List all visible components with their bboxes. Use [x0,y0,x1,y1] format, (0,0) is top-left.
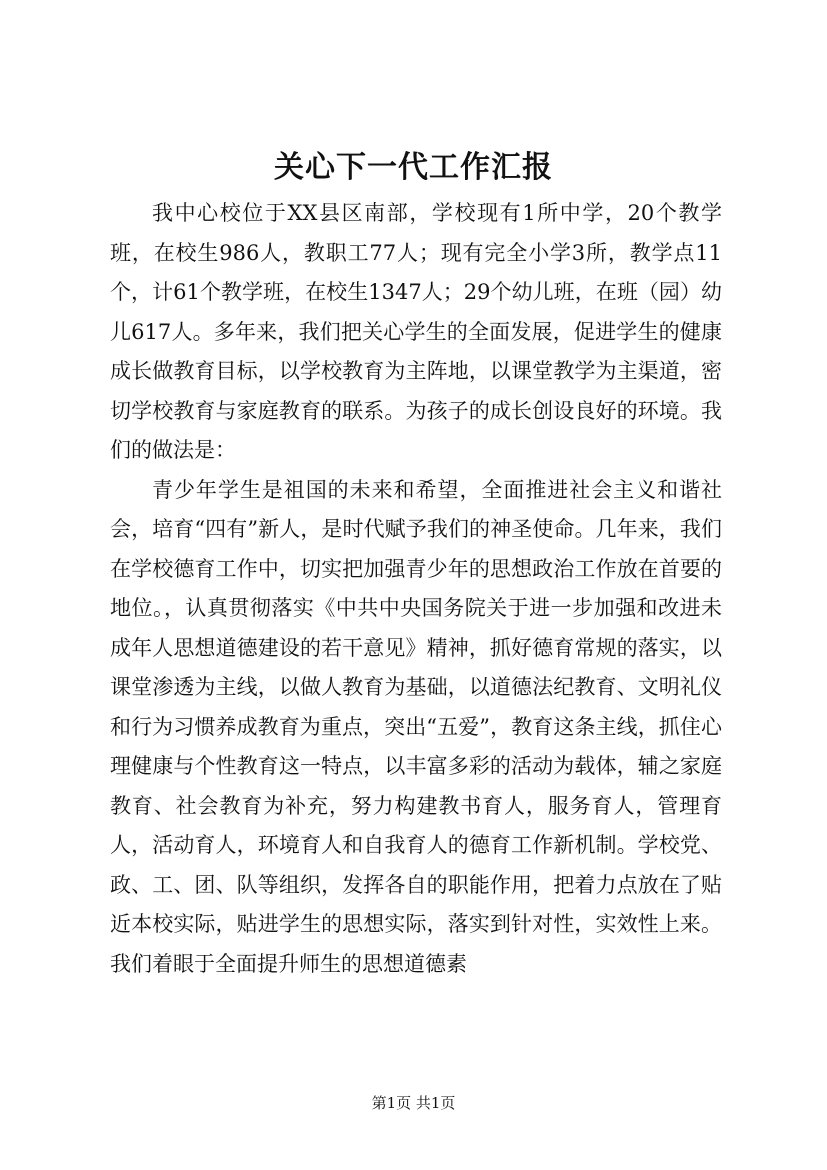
document-title: 关心下一代工作汇报 [274,150,553,185]
page-footer: 第1页 共1页 [371,1094,456,1112]
document-body [110,194,722,984]
paragraph-1: 我中心校位于XX县区南部，学校现有1所中学，20个教学班，在校生986人，教职工77人；现有完全小学3所，教学点11个，计61个教学班，在校生1347人；29个幼儿班，在班（园）幼儿617人。多年来，我们把关心学生的全面发展，促进学生的健康成长做教育目标，以学校教育为主阵地，以课堂教学为主渠道，密切学校教育与家庭教育的联系。为孩子的成长创设良好的环境。我们的做法是： [110,201,722,462]
paragraph-2: 青少年学生是祖国的未来和希望，全面推进社会主义和谐社会，培育“四有”新人，是时代赋予我们的神圣使命。几年来，我们在学校德育工作中，切实把加强青少年的思想政治工作放在首要的地位。，认真贯彻落实《中共中央国务院关于进一步加强和改进未成年人思想道德建设的若干意见》精神，抓好德育常规的落实，以课堂渗透为主线，以做人教育为基础，以道德法纪教育、文明礼仪和行为习惯养成教育为重点，突出“五爱”，教育这条主线，抓住心理健康与个性教育这一特点，以丰富多彩的活动为载体，辅之家庭教育、社会教育为补充，努力构建教书育人，服务育人，管理育人，活动育人，环境育人和自我育人的德育工作新机制。学校党、政、工、团、队等组织，发挥各自的职能作用，把着力点放在了贴近本校实际，贴进学生的思想实际，落实到针对性，实效性上来。我们着眼于全面提升师生的思想道德素 [110,477,722,976]
